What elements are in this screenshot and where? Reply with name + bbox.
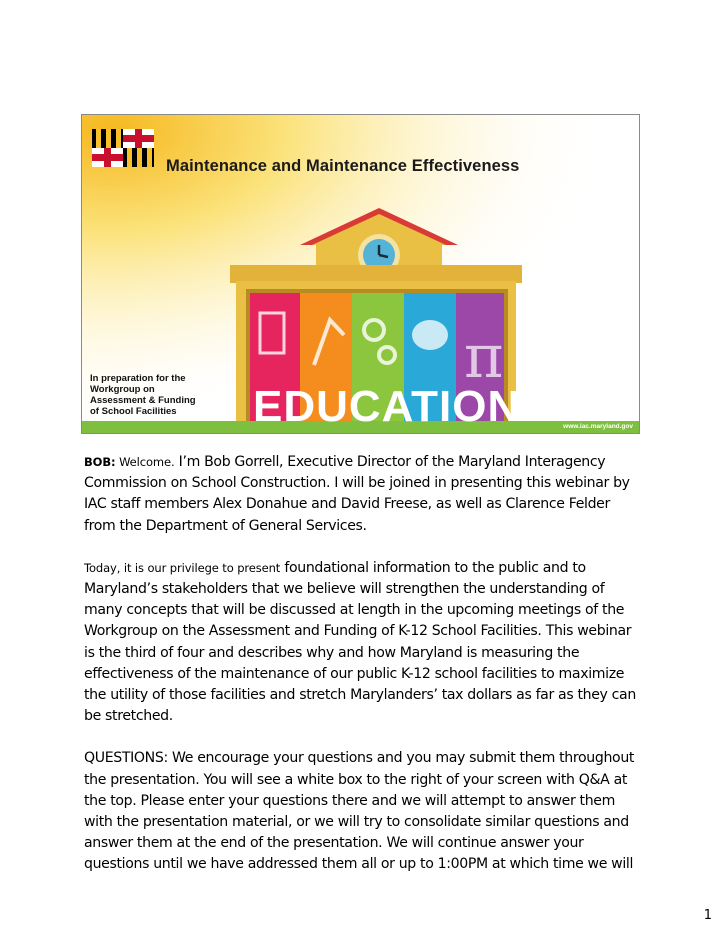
notes-paragraph-3 [84,748,644,875]
paragraph-text: I’m Bob Gorrell, Executive Director of the Maryland Interagency Commission on School Construction. I will be joined in presenting this webinar by IAC staff members Alex Donahue and David Freese, as well as Clarence Felder from the Department of General Services. [84,454,630,534]
prep-line: of School Facilities [90,406,177,417]
notes-paragraph-2 [84,558,644,728]
page-number: 1 [703,908,712,923]
welcome-text: Welcome. [115,455,175,469]
prep-text [90,373,230,417]
paragraph-text: foundational information to the public and to Maryland’s stakeholders that we believe will strengthen the understanding of many concepts that will be discussed at length in the upcoming meetings of the Workgroup on the Assessment and Funding of K-12 School Facilities. This webinar is the third of four and describes why and how Maryland is measuring the effectiveness of the maintenance of our public K-12 school facilities to maximize the utility of those facilities and stretch Marylanders’ tax dollars as far as they can be stretched. [84,559,636,725]
prep-line: In preparation for the [90,373,186,384]
slide-image [81,114,640,434]
notes-paragraph-1 [84,452,644,537]
website-url: www.iac.maryland.gov [563,423,633,430]
prep-line: Workgroup on [90,384,155,395]
palette-icon [412,320,448,350]
prep-line: Assessment & Funding [90,395,196,406]
pi-icon: π [464,322,504,392]
paragraph-text: QUESTIONS: We encourage your questions and you may submit them throughout the presentation. You will see a white box to the right of your screen with Q&A at the top. Please enter your questions there and we will attempt to answer them with the presentation material, or we will try to consolidate similar questions and answer them at the end of the presentation. We will continue answer your questions until we have addressed them all or up to 1:00PM at which time we will [84,750,635,873]
speaker-label: BOB: [84,455,116,469]
speaker-notes [84,452,644,897]
slide-title: Maintenance and Maintenance Effectiveness [166,157,520,175]
paragraph-lead: Today, it is our privilege to present [84,560,281,575]
maryland-flag-icon [92,129,154,167]
education-word: EDUCATION [253,382,521,431]
